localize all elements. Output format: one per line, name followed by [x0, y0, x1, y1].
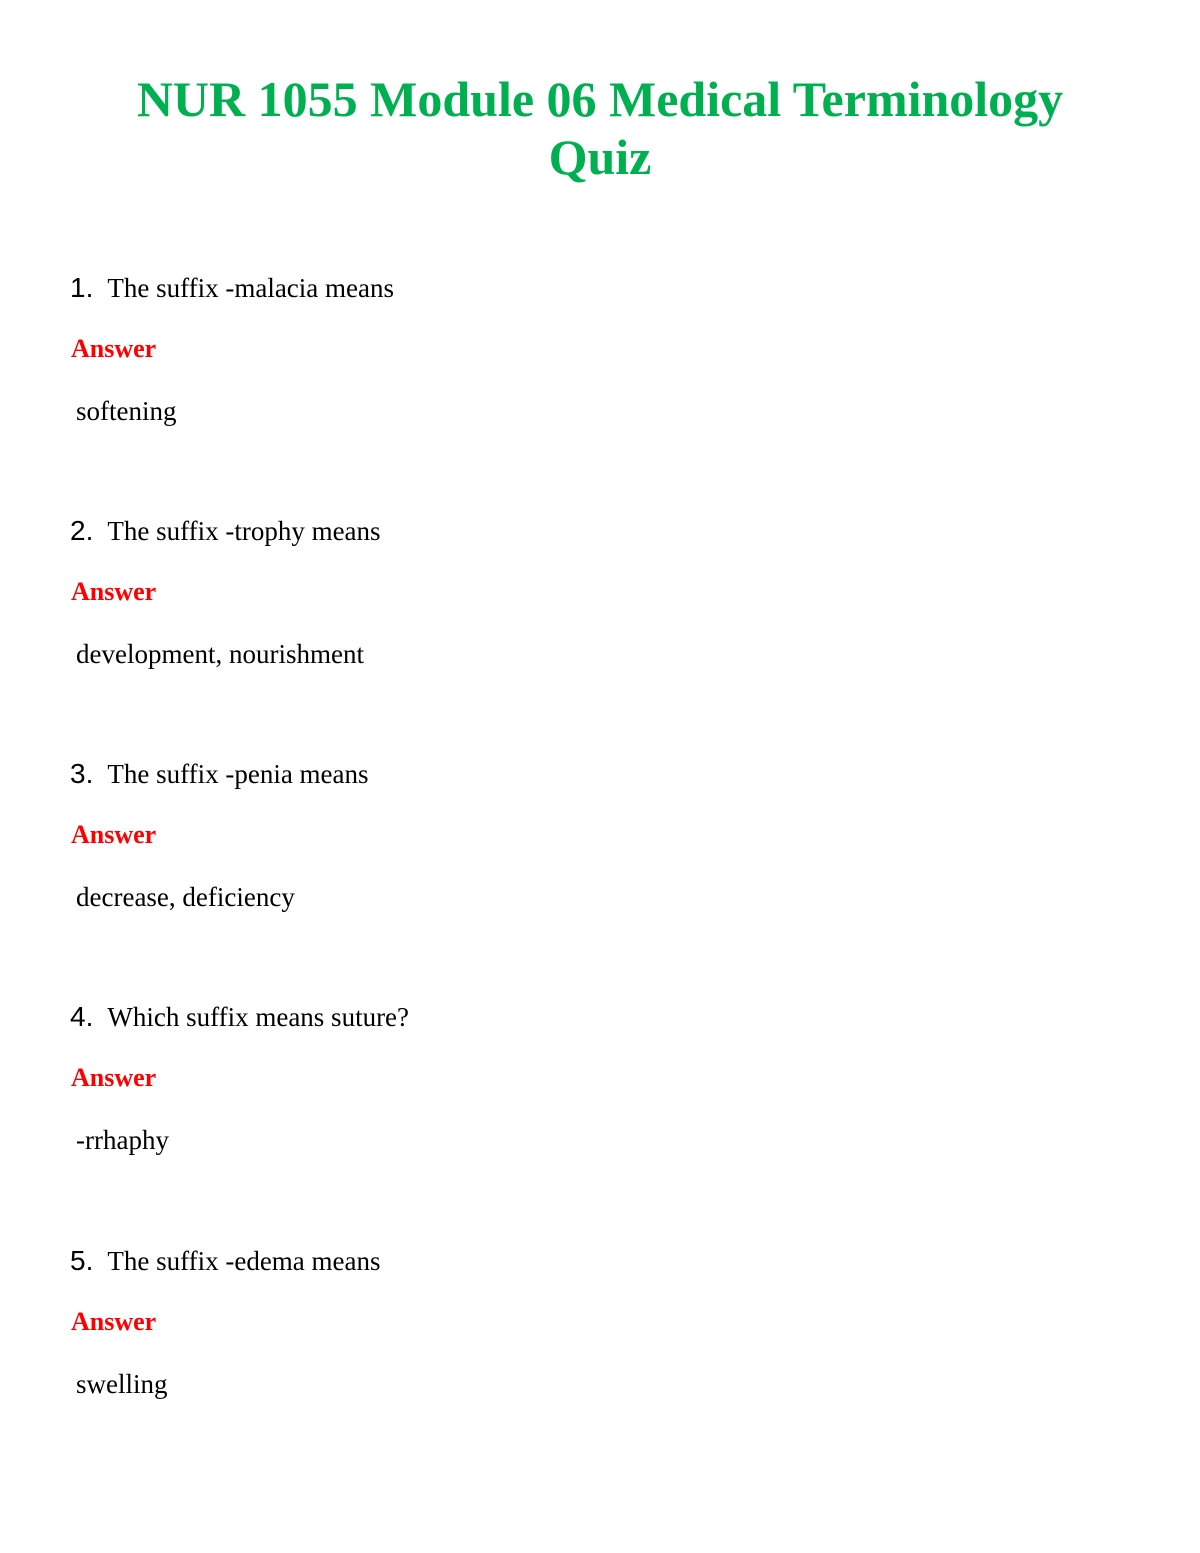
- question-line: [70, 1001, 409, 1033]
- answer-text: -rrhaphy: [76, 1125, 169, 1155]
- answer-text: swelling: [76, 1369, 168, 1399]
- question-text: The suffix -trophy means: [107, 516, 381, 546]
- answer-label: Answer: [71, 577, 157, 606]
- question-text: Which suffix means suture?: [107, 1002, 410, 1032]
- answer-text: decrease, deficiency: [76, 882, 295, 912]
- answer-label: Answer: [71, 334, 157, 363]
- question-number: 4.: [70, 1001, 94, 1032]
- question-number: 2.: [70, 515, 94, 546]
- question-text: The suffix -penia means: [107, 759, 369, 789]
- question-number: 1.: [70, 272, 94, 303]
- page-title: [0, 70, 1200, 186]
- page-title-line-1: NUR 1055 Module 06 Medical Terminology: [136, 71, 1064, 127]
- answer-label: Answer: [71, 1307, 157, 1336]
- answer-label: Answer: [71, 1063, 157, 1092]
- answer-text: development, nourishment: [76, 639, 364, 669]
- question-line: [70, 272, 394, 304]
- answer-text: softening: [76, 396, 177, 426]
- question-text: The suffix -edema means: [107, 1246, 381, 1276]
- question-number: 3.: [70, 758, 94, 789]
- question-text: The suffix -malacia means: [107, 273, 394, 303]
- question-line: [70, 1245, 381, 1277]
- question-line: [70, 758, 369, 790]
- answer-label: Answer: [71, 820, 157, 849]
- page-title-line-2: Quiz: [548, 129, 652, 185]
- question-number: 5.: [70, 1245, 94, 1276]
- question-line: [70, 515, 381, 547]
